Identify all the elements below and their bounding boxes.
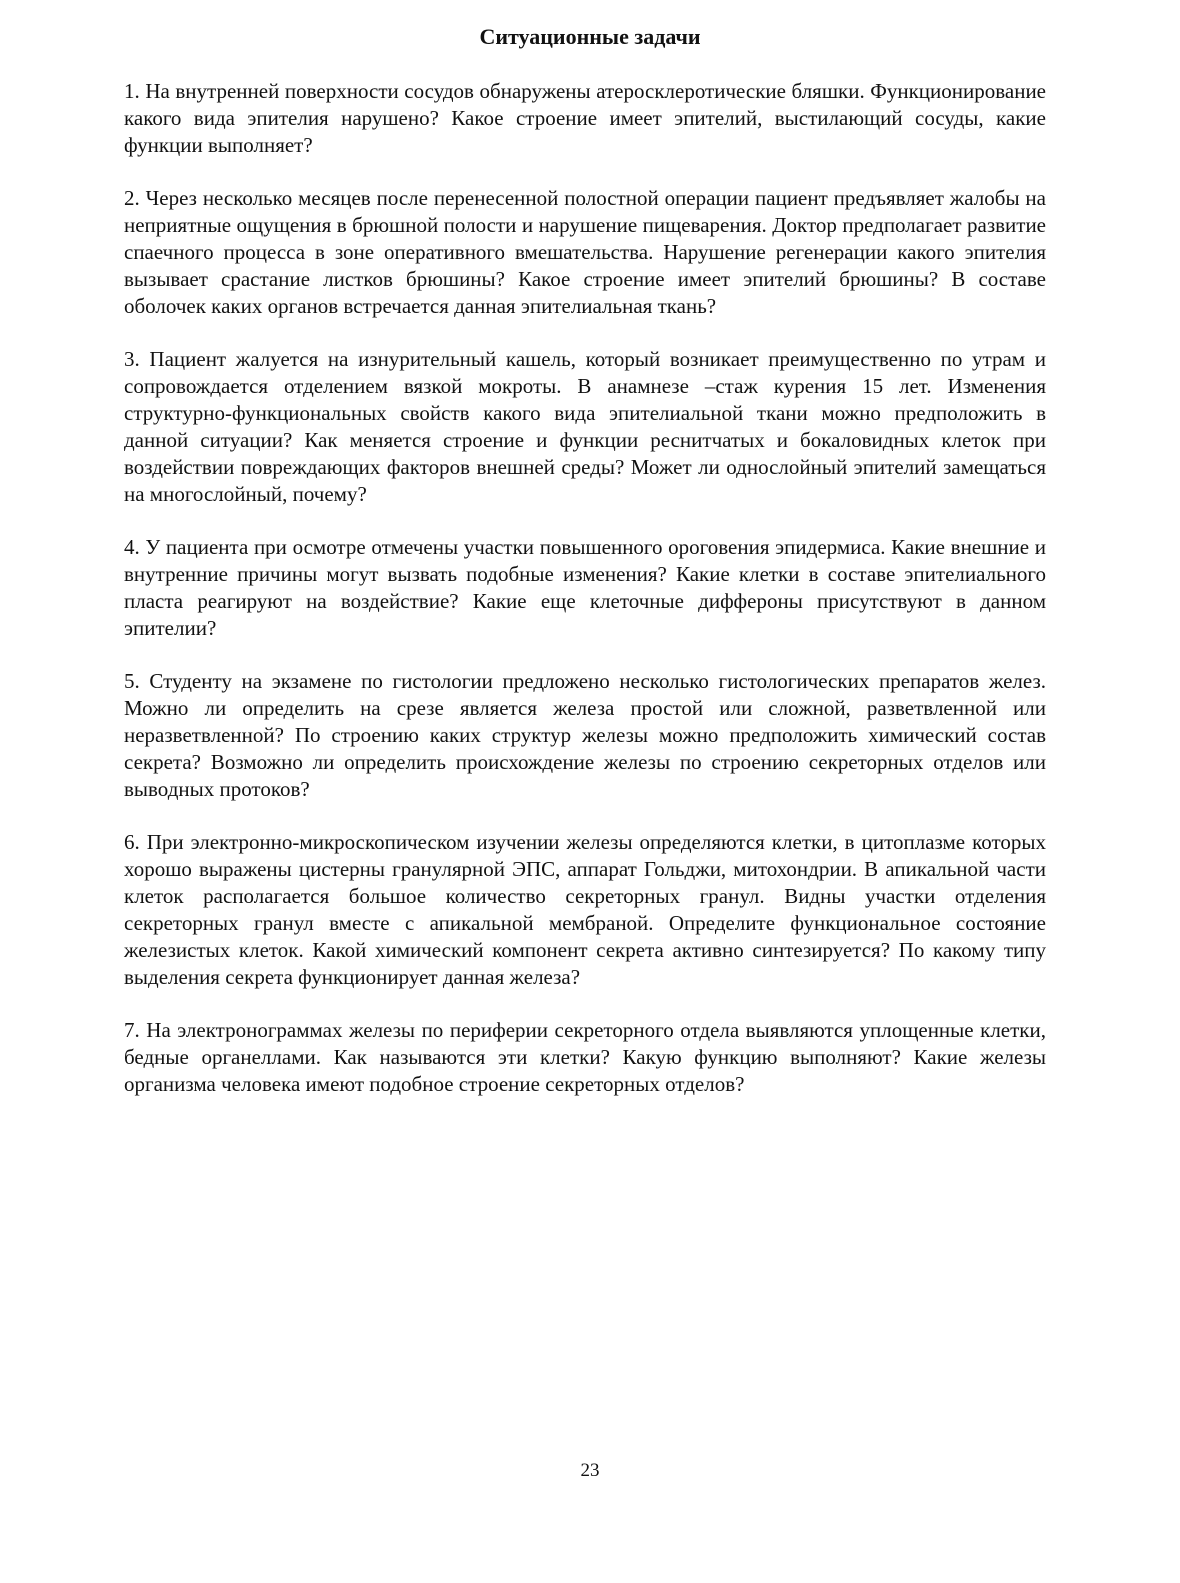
task-list bbox=[124, 78, 1046, 1124]
task-7: 7. На электронограммах железы по периферии секреторного отдела выявляются уплощенные клетки, бедные органеллами. Как называются эти клетки? Какую функцию выполняют? Какие железы организма человека имеют подобное строение секреторных отделов? bbox=[124, 1018, 1046, 1096]
task-5: 5. Студенту на экзамене по гистологии предложено несколько гистологических препаратов желез. Можно ли определить на срезе является железа простой или сложной, разветвленной или неразветвленной? По строению каких структур железы можно предположить химический состав секрета? Возможно ли определить происхождение железы по строению секреторных отделов или выводных протоков? bbox=[124, 669, 1046, 801]
task-4: 4. У пациента при осмотре отмечены участки повышенного ороговения эпидермиса. Какие внешние и внутренние причины могут вызвать подобные изменения? Какие клетки в составе эпителиального пласта реагируют на воздействие? Какие еще клеточные диффероны присутствуют в данном эпителии? bbox=[124, 535, 1046, 640]
task-6: 6. При электронно-микроскопическом изучении железы определяются клетки, в цитоплазме которых хорошо выражены цистерны гранулярной ЭПС, аппарат Гольджи, митохондрии. В апикальной части клеток располагается большое количество секреторных гранул. Видны участки отделения секреторных гранул вместе с апикальной мембраной. Определите функциональное состояние железистых клеток. Какой химический компонент секрета активно синтезируется? По какому типу выделения секрета функционирует данная железа? bbox=[124, 830, 1046, 989]
task-1: 1. На внутренней поверхности сосудов обнаружены атеросклеротические бляшки. Функционирование какого вида эпителия нарушено? Какое строение имеет эпителий, выстилающий сосуды, какие функции выполняет? bbox=[124, 79, 1046, 157]
page-number: 23 bbox=[580, 1460, 600, 1481]
task-3: 3. Пациент жалуется на изнурительный кашель, который возникает преимущественно по утрам и сопровождается отделением вязкой мокроты. В анамнезе –стаж курения 15 лет. Изменения структурно-функциональных свойств какого вида эпителиальной ткани можно предположить в данной ситуации? Как меняется строение и функции реснитчатых и бокаловидных клеток при воздействии повреждающих факторов внешней среды? Может ли однослойный эпителий замещаться на многослойный, почему? bbox=[124, 347, 1046, 506]
page-title: Ситуационные задачи bbox=[479, 24, 701, 49]
task-2: 2. Через несколько месяцев после перенесенной полостной операции пациент предъявляет жалобы на неприятные ощущения в брюшной полости и нарушение пищеварения. Доктор предполагает развитие спаечного процесса в зоне оперативного вмешательства. Нарушение регенерации какого эпителия вызывает срастание листков брюшины? Какое строение имеет эпителий брюшины? В составе оболочек каких органов встречается данная эпителиальная ткань? bbox=[124, 186, 1046, 318]
